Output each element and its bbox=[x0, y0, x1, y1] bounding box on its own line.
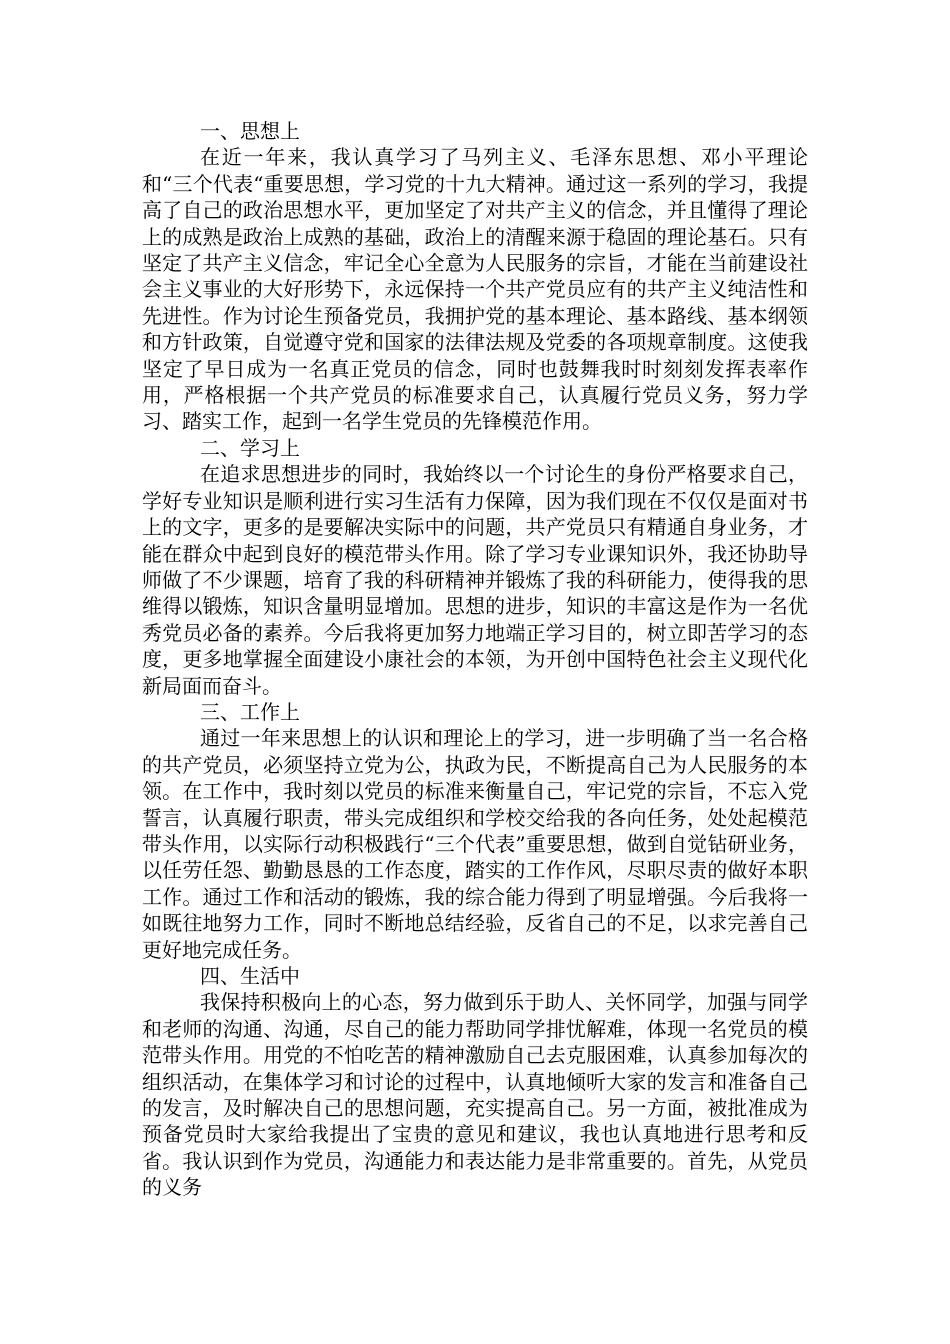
section-heading-work: 三、工作上 bbox=[200, 699, 300, 724]
section-paragraph-life: 我保持积极向上的心态，努力做到乐于助人、关怀同学，加强与同学和老师的沟通、沟通，尽自己的能力帮助同学排忧解难，体现一名党员的模范带头作用。用党的不怕吃苦的精神激励自己去克服困难，认真参加每次的组织活动，在集体学习和讨论的过程中，认真地倾听大家的发言和准备自己的发言，及时解决自己的思想问题，充实提高自己。另一方面，被批准成为预备党员时大家给我提出了宝贵的意见和建议，我也认真地进行思考和反省。我认识到作为党员，沟通能力和表达能力是非常重要的。首先，从党员的义务 bbox=[142, 990, 808, 1200]
section-paragraph-work: 通过一年来思想上的认识和理论上的学习，进一步明确了当一名合格的共产党员，必须坚持立党为公，执政为民，不断提高自己为人民服务的本领。在工作中，我时刻以党员的标准来衡量自己，牢记党的宗旨，不忘入党誓言，认真履行职责，带头完成组织和学校交给我的各向任务，处处起模范带头作用，以实际行动积极践行“三个代表”重要思想，做到自觉钻研业务，以任劳任怨、勤勤恳恳的工作态度，踏实的工作作风，尽职尽责的做好本职工作。通过工作和活动的锻炼，我的综合能力得到了明显增强。今后我将一如既往地努力工作，同时不断地总结经验，反省自己的不足，以求完善自己更好地完成任务。 bbox=[142, 726, 808, 962]
section-heading-life: 四、生活中 bbox=[200, 964, 300, 988]
section-paragraph-study: 在追求思想进步的同时，我始终以一个讨论生的身份严格要求自己，学好专业知识是顺利进行实习生活有力保障，因为我们现在不仅仅是面对书上的文字，更多的是要解决实际中的问题，共产党员只有精通自身业务，才能在群众中起到良好的模范带头作用。除了学习专业课知识外，我还协助导师做了不少课题，培育了我的科研精神并锻炼了我的科研能力，使得我的思维得以锻炼，知识含量明显增加。思想的进步，知识的丰富这是作为一名优秀党员必备的素养。今后我将更加努力地端正学习目的，树立即苦学习的态度，更多地掌握全面建设小康社会的本领，为开创中国特色社会主义现代化新局面而奋斗。 bbox=[142, 462, 808, 698]
section-heading-study: 二、学习上 bbox=[200, 435, 300, 460]
document-body bbox=[142, 118, 808, 1201]
section-heading-thought: 一、思想上 bbox=[200, 119, 300, 143]
section-paragraph-thought: 在近一年来，我认真学习了马列主义、毛泽东思想、邓小平理论和“三个代表“重要思想，学习党的十九大精神。通过这一系列的学习，我提高了自己的政治思想水平，更加坚定了对共产主义的信念，并且懂得了理论上的成熟是政治上成熟的基础，政治上的清醒来源于稳固的理论基石。只有坚定了共产主义信念，牢记全心全意为人民服务的宗旨，才能在当前建设社会主义事业的大好形势下，永远保持一个共产党员应有的共产主义纯洁性和先进性。作为讨论生预备党员，我拥护党的基本理论、基本路线、基本纲领和方针政策，自觉遵守党和国家的法律法规及党委的各项规章制度。这使我坚定了早日成为一名真正党员的信念，同时也鼓舞我时时刻刻发挥表率作用，严格根据一个共产党员的标准要求自己，认真履行党员义务，努力学习、踏实工作，起到一名学生党员的先锋模范作用。 bbox=[142, 145, 808, 434]
